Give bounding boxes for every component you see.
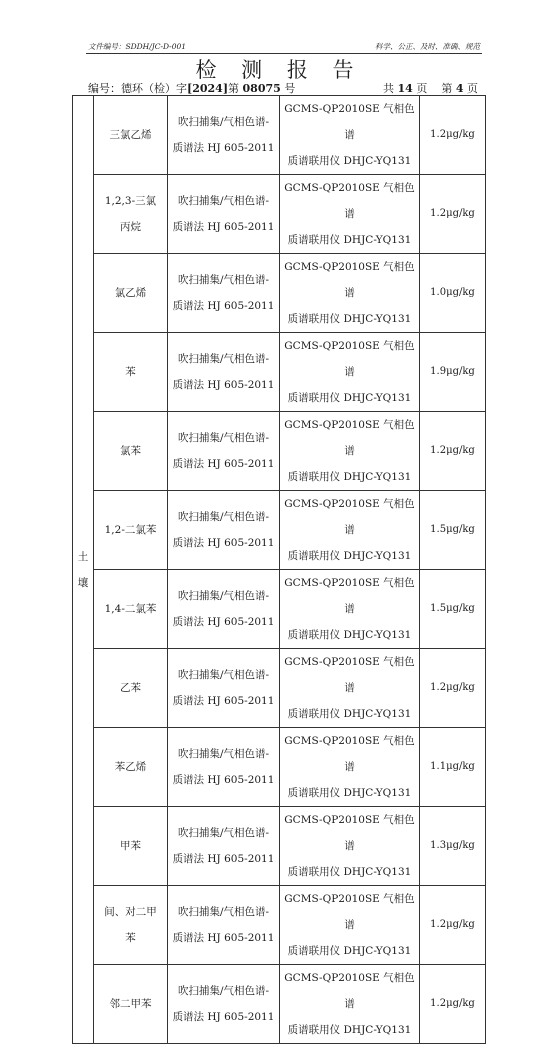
method-cell-line: 质谱法 HJ 605-2011 [172,300,275,312]
sample-category-char: 壤 [77,576,89,589]
analyte-cell-line: 苯乙烯 [114,761,147,773]
instrument-cell [280,965,420,1044]
instrument-cell-line: GCMS-QP2010SE 气相色谱 [284,814,415,852]
instrument-cell-line: GCMS-QP2010SE 气相色谱 [284,182,415,220]
report-number-suffix: 号 [284,82,296,95]
instrument-cell [280,412,420,491]
analyte-cell [94,333,168,412]
table-row [73,649,486,728]
detection-limit-cell: 1.0μg/kg [420,254,486,333]
page-current-suffix: 页 [467,82,478,95]
report-number-year: [2024] [187,82,229,95]
instrument-cell-line: 质谱联用仪 DHJC-YQ131 [287,234,412,246]
instrument-cell-line: 质谱联用仪 DHJC-YQ131 [287,313,412,325]
instrument-cell-line: GCMS-QP2010SE 气相色谱 [284,261,415,299]
method-cell [168,96,280,175]
instrument-cell-line: 质谱联用仪 DHJC-YQ131 [287,155,412,167]
detection-limit-cell: 1.3μg/kg [420,807,486,886]
company-motto: 科学、公正、及时、准确、规范 [375,42,480,51]
method-cell-line: 质谱法 HJ 605-2011 [172,537,275,549]
sample-category-char: 土 [77,550,89,563]
method-cell-line: 质谱法 HJ 605-2011 [172,379,275,391]
detection-limit-cell: 1.2μg/kg [420,649,486,728]
report-number-value: 08075 [242,82,281,95]
analyte-cell [94,886,168,965]
instrument-cell [280,807,420,886]
method-cell-line: 吹扫捕集/气相色谱- [177,590,270,602]
method-cell-line: 吹扫捕集/气相色谱- [177,748,270,760]
instrument-cell-line: GCMS-QP2010SE 气相色谱 [284,419,415,457]
instrument-cell-line: 质谱联用仪 DHJC-YQ131 [287,945,412,957]
method-cell-line: 质谱法 HJ 605-2011 [172,616,275,628]
table-row [73,491,486,570]
detection-limit-cell: 1.2μg/kg [420,175,486,254]
instrument-cell-line: 质谱联用仪 DHJC-YQ131 [287,1024,412,1036]
method-cell-line: 吹扫捕集/气相色谱- [177,985,270,997]
method-cell-line: 质谱法 HJ 605-2011 [172,221,275,233]
detection-limit-cell: 1.2μg/kg [420,886,486,965]
analyte-cell [94,254,168,333]
report-number-mid: 第 [228,82,240,95]
table-row [73,728,486,807]
method-cell [168,728,280,807]
analyte-cell-line: 乙苯 [120,682,141,694]
instrument-cell [280,254,420,333]
analyte-cell-line: 邻二甲苯 [109,998,152,1010]
analyte-cell [94,728,168,807]
method-cell-line: 质谱法 HJ 605-2011 [172,853,275,865]
table-row [73,886,486,965]
detection-limit-cell: 1.5μg/kg [420,570,486,649]
method-cell [168,491,280,570]
instrument-cell-line: GCMS-QP2010SE 气相色谱 [284,498,415,536]
analyte-cell [94,570,168,649]
analyte-cell [94,412,168,491]
instrument-cell-line: 质谱联用仪 DHJC-YQ131 [287,629,412,641]
method-cell [168,333,280,412]
report-number [88,80,295,96]
table-body [73,96,486,1044]
instrument-cell [280,570,420,649]
method-cell [168,649,280,728]
instrument-cell [280,728,420,807]
instrument-cell [280,886,420,965]
table-row [73,254,486,333]
test-methods-table [72,95,486,1044]
report-number-prefix: 编号：德环（检）字 [88,82,187,95]
analyte-cell [94,807,168,886]
detection-limit-cell: 1.9μg/kg [420,333,486,412]
method-cell [168,175,280,254]
instrument-cell-line: GCMS-QP2010SE 气相色谱 [284,577,415,615]
method-cell-line: 吹扫捕集/气相色谱- [177,274,270,286]
analyte-cell-line: 甲苯 [120,840,141,852]
pages-total-suffix: 页 [416,82,428,95]
analyte-cell [94,649,168,728]
instrument-cell-line: 质谱联用仪 DHJC-YQ131 [287,708,412,720]
instrument-cell [280,649,420,728]
document-code: 文件编号：SDDH/JC-D-001 [88,42,187,51]
method-cell-line: 吹扫捕集/气相色谱- [177,432,270,444]
sample-category-cell [73,96,94,1044]
table-row [73,807,486,886]
analyte-cell-line: 苯 [125,932,136,944]
instrument-cell-line: 质谱联用仪 DHJC-YQ131 [287,866,412,878]
instrument-cell-line: GCMS-QP2010SE 气相色谱 [284,103,415,141]
method-cell-line: 质谱法 HJ 605-2011 [172,458,275,470]
detection-limit-cell: 1.2μg/kg [420,96,486,175]
method-cell [168,965,280,1044]
method-cell-line: 吹扫捕集/气相色谱- [177,195,270,207]
method-cell [168,807,280,886]
method-cell-line: 吹扫捕集/气相色谱- [177,511,270,523]
table-row [73,333,486,412]
method-cell-line: 质谱法 HJ 605-2011 [172,695,275,707]
method-cell [168,412,280,491]
instrument-cell-line: GCMS-QP2010SE 气相色谱 [284,656,415,694]
method-cell-line: 吹扫捕集/气相色谱- [177,669,270,681]
method-cell-line: 质谱法 HJ 605-2011 [172,932,275,944]
analyte-cell-line: 丙烷 [120,221,141,233]
report-meta-row [88,80,478,96]
detection-limit-cell: 1.2μg/kg [420,412,486,491]
table-row [73,570,486,649]
method-cell [168,886,280,965]
instrument-cell-line: GCMS-QP2010SE 气相色谱 [284,340,415,378]
analyte-cell [94,965,168,1044]
instrument-cell-line: 质谱联用仪 DHJC-YQ131 [287,392,412,404]
method-cell-line: 质谱法 HJ 605-2011 [172,1011,275,1023]
report-title: 检 测 报 告 [195,58,363,82]
method-cell [168,254,280,333]
instrument-cell-line: 质谱联用仪 DHJC-YQ131 [287,787,412,799]
instrument-cell [280,333,420,412]
instrument-cell-line: 质谱联用仪 DHJC-YQ131 [287,471,412,483]
method-cell-line: 吹扫捕集/气相色谱- [177,827,270,839]
table-row [73,96,486,175]
analyte-cell-line: 间、对二甲 [104,906,157,918]
method-cell-line: 质谱法 HJ 605-2011 [172,142,275,154]
method-cell [168,570,280,649]
analyte-cell-line: 三氯乙烯 [109,129,152,141]
analyte-cell-line: 1,4-二氯苯 [104,603,157,615]
analyte-cell-line: 氯乙烯 [114,287,147,299]
method-cell-line: 吹扫捕集/气相色谱- [177,116,270,128]
pages-total: 14 [397,82,413,95]
instrument-cell-line: 质谱联用仪 DHJC-YQ131 [287,550,412,562]
analyte-cell-line: 1,2-二氯苯 [104,524,157,536]
analyte-cell [94,175,168,254]
analyte-cell-line: 苯 [125,366,136,378]
instrument-cell-line: GCMS-QP2010SE 气相色谱 [284,735,415,773]
detection-limit-cell: 1.5μg/kg [420,491,486,570]
instrument-cell [280,175,420,254]
analyte-cell-line: 氯苯 [120,445,141,457]
page-current: 4 [455,82,464,95]
table-row [73,175,486,254]
instrument-cell [280,96,420,175]
table-row [73,965,486,1044]
table-row [73,412,486,491]
method-cell-line: 质谱法 HJ 605-2011 [172,774,275,786]
analyte-cell [94,491,168,570]
page-current-prefix: 第 [441,82,453,95]
method-cell-line: 吹扫捕集/气相色谱- [177,353,270,365]
method-cell-line: 吹扫捕集/气相色谱- [177,906,270,918]
analyte-cell [94,96,168,175]
instrument-cell-line: GCMS-QP2010SE 气相色谱 [284,893,415,931]
instrument-cell-line: GCMS-QP2010SE 气相色谱 [284,972,415,1010]
pages-total-prefix: 共 [383,82,395,95]
analyte-cell-line: 1,2,3-三氯 [104,195,157,207]
detection-limit-cell: 1.2μg/kg [420,965,486,1044]
page-indicator [383,80,478,96]
detection-limit-cell: 1.1μg/kg [420,728,486,807]
instrument-cell [280,491,420,570]
